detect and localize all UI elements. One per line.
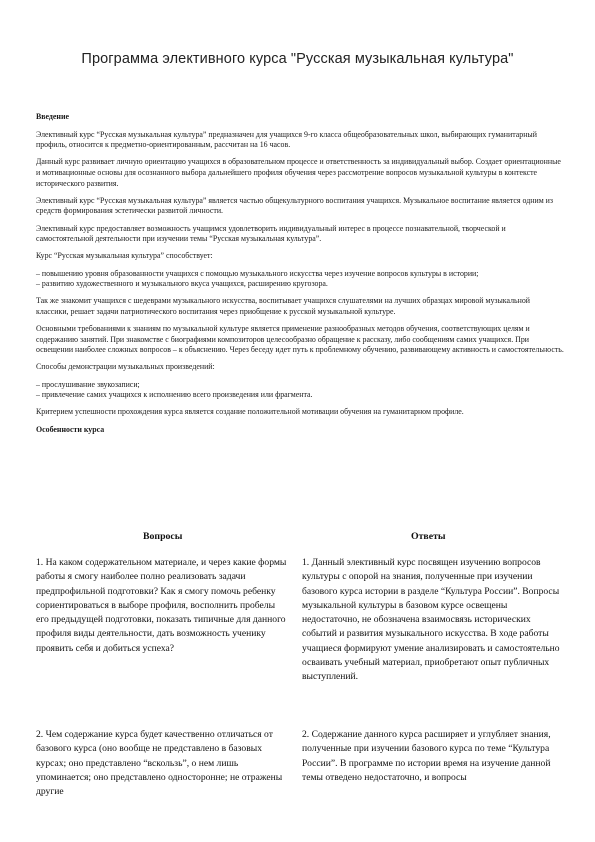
paragraph: Элективный курс предоставляет возможность учащимся удовлетворить индивидуальный интерес в процессе познавательной, творческой и самостоятельной деятельности при изучении темы “Русская музыкальная культура”. — [36, 223, 506, 244]
paragraph: Так же знакомит учащихся с шедеврами музыкального искусства, воспитывает учащихся слушателями на лучших образцах мировой музыкальной классики, решает задачи патриотического воспитания через приобщение к русской музыкальной культуре. — [36, 296, 531, 316]
paragraph: Способы демонстрации музыкальных произведений: — [36, 362, 215, 372]
qa-row — [36, 556, 564, 728]
paragraph: Данный курс развивает личную ориентацию учащихся в образовательном процессе и ответственность за индивидуальный выбор. Создает ориентационные и мотивационные основы для осознанного выбора дальнейшего профиля обучения через рассмотрение вопросов музыкальной культуры в контексте исторического развития. — [36, 157, 561, 188]
qa-table — [36, 530, 564, 818]
list-item: – повышению уровня образованности учащихся с помощью музыкального искусства через изучение вопросов культуры в истории; — [36, 268, 479, 278]
question-cell: 1. На каком содержательном материале, и через какие формы работы я смогу наиболее полно реализовать задачи предпрофильной подготовки? Как я смогу помочь ребенку сориентироваться в выборе профиля, восполнить пробелы его предыдущей подготовки, показать типичные для данного профиля виды деятельности, дать возможность ученику проявить себя и добиться успеха? — [36, 557, 287, 654]
answers-header: Ответы — [411, 531, 446, 542]
list-item: – развитию художественного и музыкального вкуса учащихся, расширению кругозора. — [36, 279, 328, 289]
features-heading: Особенности курса — [36, 424, 105, 434]
list-item: – привлечение самих учащихся к исполнению всего произведения или фрагмента. — [36, 390, 313, 400]
paragraph: Основными требованиями к знаниям по музыкальной культуре является применение разнообразных методов обучения, соответствующих целям и содержанию занятий. При знакомстве с биографиями композиторов целесообразно обращение к рассказу, либо сообщениям самих учащихся. При освещении наиболее сложных вопросов – к объяснению. Через беседу идет путь к проблемному обучению, развивающему активность и самостоятельность. — [36, 324, 564, 355]
intro-heading: Введение — [36, 112, 70, 121]
answer-cell: 1. Данный элективный курс посвящен изучению вопросов культуры с опорой на знания, полученные при изучении базового курса истории в разделе “Культура России”. Вопросы музыкальной культуры в базовом курсе освещены недостаточно, не обозначена взаимосвязь исторических событий и развития музыкального искусства. В ходе работы учащиеся формируют умение анализировать и самостоятельно осваивать учебный материал, приобретают опыт публичных выступлений. — [302, 557, 560, 683]
document-title: Программа элективного курса "Русская музыкальная культура" — [81, 51, 514, 67]
answer-cell: 2. Содержание данного курса расширяет и углубляет знания, полученные при изучении базового курса по теме “Культура России”. В программе по истории время на изучение данной темы отведено недостаточно, и вопросы — [302, 729, 551, 783]
question-cell: 2. Чем содержание курса будет качественно отличаться от базового курса (оно вообще не представлено в базовых курсах; оно представлено “вскользь”, о нем лишь упоминается; оно представлено односторонне; не отражены другие — [36, 729, 283, 798]
document-body — [36, 112, 564, 442]
paragraph: Элективный курс “Русская музыкальная культура” является частью общекультурного воспитания учащихся. Музыкальное воспитание является одним из средств формирования эстетически развитой личности. — [36, 195, 554, 216]
list-item: – прослушивание звукозаписи; — [36, 379, 140, 389]
qa-row — [36, 728, 564, 818]
paragraph: Курс “Русская музыкальная культура” способствует: — [36, 251, 213, 261]
paragraph: Элективный курс “Русская музыкальная культура” предназначен для учащихся 9-го класса общеобразовательных школ, выбирающих гуманитарный профиль, относится к предметно-ориентированным, рассчитан на 16 часов. — [36, 129, 537, 150]
qa-header-row — [36, 530, 564, 556]
questions-header: Вопросы — [143, 531, 183, 542]
criterion-paragraph: Критерием успешности прохождения курса является создание положительной мотивации обучения на гуманитарном профиле. — [36, 407, 464, 417]
